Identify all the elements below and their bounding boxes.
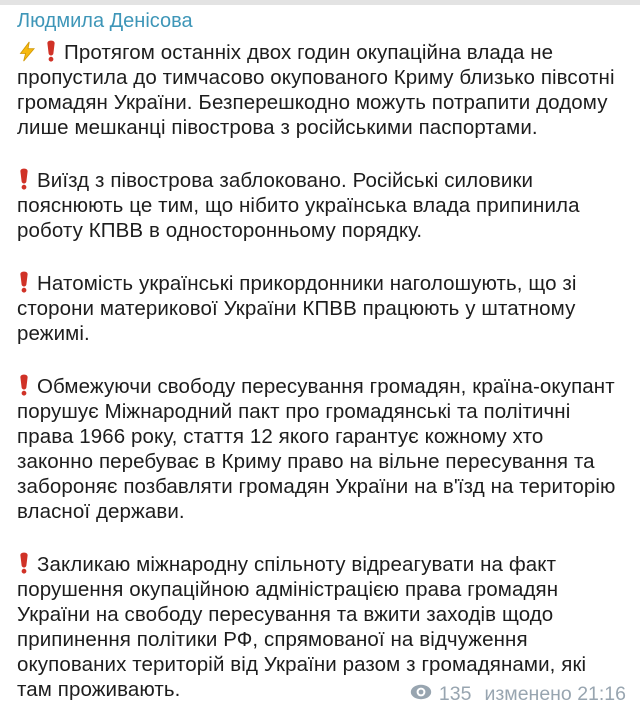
message-paragraph xyxy=(17,40,618,140)
message-paragraph xyxy=(17,374,618,524)
channel-name[interactable]: Людмила Денісова xyxy=(17,10,193,32)
high-voltage-icon xyxy=(17,41,38,62)
paragraph-text: Натомість українські прикордонники наголошують, що зі сторони материкової України КПВВ працюють у штатному режимі. xyxy=(17,272,577,345)
eye-icon xyxy=(410,683,432,705)
paragraph-text: Протягом останніх двох годин окупаційна влада не пропустила до тимчасово окупованого Криму близько півсотні громадян України. Безперешкодно можуть потрапити додому лише мешканці півострова з російськими паспортами. xyxy=(17,41,615,139)
red-exclamation-icon xyxy=(44,40,58,62)
paragraph-text: Закликаю міжнародну спільноту відреагувати на факт порушення окупаційною адміністрацією права громадян України на свободу пересування та вжити заходів щодо припинення політики РФ, спрямованої на відчуження окупованих територій від України разом з громадянами, які там проживають. xyxy=(17,553,587,701)
message-paragraph xyxy=(17,552,618,702)
red-exclamation-icon xyxy=(17,271,31,293)
message-footer xyxy=(404,683,626,705)
red-exclamation-icon xyxy=(17,552,31,574)
red-exclamation-icon xyxy=(17,374,31,396)
message-bubble xyxy=(0,5,640,702)
message-paragraph xyxy=(17,271,618,346)
message-paragraph xyxy=(17,168,618,243)
red-exclamation-icon xyxy=(17,168,31,190)
edited-timestamp: изменено 21:16 xyxy=(484,683,626,705)
views-count: 135 xyxy=(438,683,472,705)
paragraph-text: Виїзд з півострова заблоковано. Російські силовики пояснюють це тим, що нібито українська влада припинила роботу КПВВ в односторонньому порядку. xyxy=(17,169,580,242)
paragraph-text: Обмежуючи свободу пересування громадян, країна-окупант порушує Міжнародний пакт про громадянські та політичні права 1966 року, стаття 12 якого гарантує кожному хто законно перебуває в Криму право на вільне пересування та забороняє позбавляти громадян України на в'їзд на територію власної держави. xyxy=(17,375,616,523)
